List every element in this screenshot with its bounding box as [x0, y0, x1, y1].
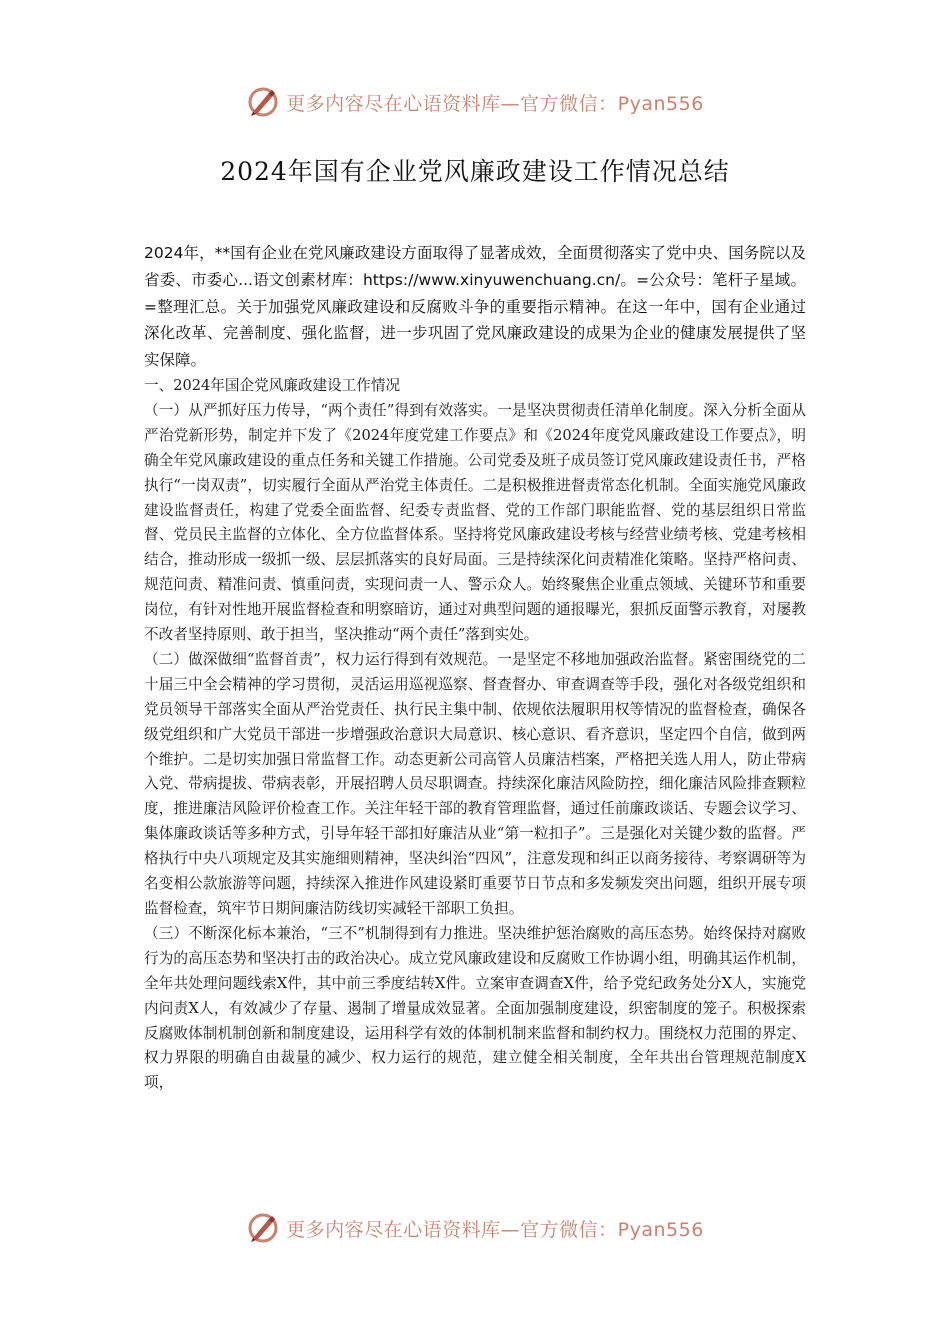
- header-watermark: [0, 80, 950, 124]
- pen-circle-logo-icon: [246, 85, 280, 119]
- document-title: 2024年国有企业党风廉政建设工作情况总结: [220, 157, 730, 186]
- footer-watermark: [0, 1206, 950, 1250]
- document-body: [144, 240, 806, 1096]
- pen-circle-logo-icon: [246, 1211, 280, 1245]
- intro-paragraph: 2024年，**国有企业在党风廉政建设方面取得了显著成效，全面贯彻落实了党中央、国务院以及省委、市委心...语文创素材库：https://www.xinyuwenchuang.cn/。=公众号：笔杆子星域。=整理汇总。关于加强党风廉政建设和反腐败斗争的重要指示精神。在这一年中，国有企业通过深化改革、完善制度、强化监督，进一步巩固了党风廉政建设的成果为企业的健康发展提供了坚实保障。: [144, 244, 806, 370]
- paragraph: （二）做深做细“监督首责”，权力运行得到有效规范。一是坚定不移地加强政治监督。紧密围绕党的二十届三中全会精神的学习贯彻，灵活运用巡视巡察、督查督办、审查调查等手段，强化对各级党组织和党员领导干部落实全面从严治党责任、执行民主集中制、依规依法履职用权等情况的监督检查，确保各级党组织和广大党员干部进一步增强政治意识大局意识、核心意识、看齐意识，坚定四个自信，做到两个维护。二是切实加强日常监督工作。动态更新公司高管人员廉洁档案，严格把关选人用人，防止带病入党、带病提拔、带病表彰，开展招聘人员尽职调查。持续深化廉洁风险防控，细化廉洁风险排查颗粒度，推进廉洁风险评价检查工作。关注年轻干部的教育管理监督，通过任前廉政谈话、专题会议学习、集体廉政谈话等多种方式，引导年轻干部扣好廉洁从业“第一粒扣子”。三是强化对关键少数的监督。严格执行中央八项规定及其实施细则精神，坚决纠治“四风”，注意发现和纠正以商务接待、考察调研等为名变相公款旅游等问题，持续深入推进作风建设紧盯重要节日节点和多发频发突出问题，组织开展专项监督检查，筑牢节日期间廉洁防线切实减轻干部职工负担。: [144, 650, 806, 918]
- watermark-text: 更多内容尽在心语资料库—官方微信：Pyan556: [286, 1218, 704, 1241]
- section-heading: 一、2024年国企党风廉政建设工作情况: [144, 376, 401, 394]
- watermark-text: 更多内容尽在心语资料库—官方微信：Pyan556: [286, 92, 704, 115]
- paragraph: （三）不断深化标本兼治，“三不”机制得到有力推进。坚决维护惩治腐败的高压态势。始终保持对腐败行为的高压态势和坚决打击的政治决心。成立党风廉政建设和反腐败工作协调小组，明确其运作机制，全年共处理问题线索X件，其中前三季度结转X件。立案审查调查X件，给予党纪政务处分X人，实施党内问责X人，有效减少了存量、遏制了增量成效显著。全面加强制度建设，织密制度的笼子。积极探索反腐败体制机制创新和制度建设，运用科学有效的体制机制来监督和制约权力。围绕权力范围的界定、权力界限的明确自由裁量的减少、权力运行的规范，建立健全相关制度，全年共出台管理规范制度X项，: [144, 924, 806, 1092]
- paragraph: （一）从严抓好压力传导，“两个责任”得到有效落实。一是坚决贯彻责任清单化制度。深入分析全面从严治党新形势，制定并下发了《2024年度党建工作要点》和《2024年度党风廉政建设工作要点》，明确全年党风廉政建设的重点任务和关键工作措施。公司党委及班子成员签订党风廉政建设责任书，严格执行“一岗双责”，切实履行全面从严治党主体责任。二是积极推进督责常态化机制。全面实施党风廉政建设监督责任，构建了党委全面监督、纪委专责监督、党的工作部门职能监督、党的基层组织日常监督、党员民主监督的立体化、全方位监督体系。坚持将党风廉政建设考核与经营业绩考核、党建考核相结合，推动形成一级抓一级、层层抓落实的良好局面。三是持续深化问责精准化策略。坚持严格问责、规范问责、精准问责、慎重问责，实现问责一人、警示众人。始终聚焦企业重点领域、关键环节和重要岗位，有针对性地开展监督检查和明察暗访，通过对典型问题的通报曝光，狠抓反面警示教育，对屡教不改者坚持原则、敢于担当，坚决推动“两个责任”落到实处。: [144, 401, 806, 644]
